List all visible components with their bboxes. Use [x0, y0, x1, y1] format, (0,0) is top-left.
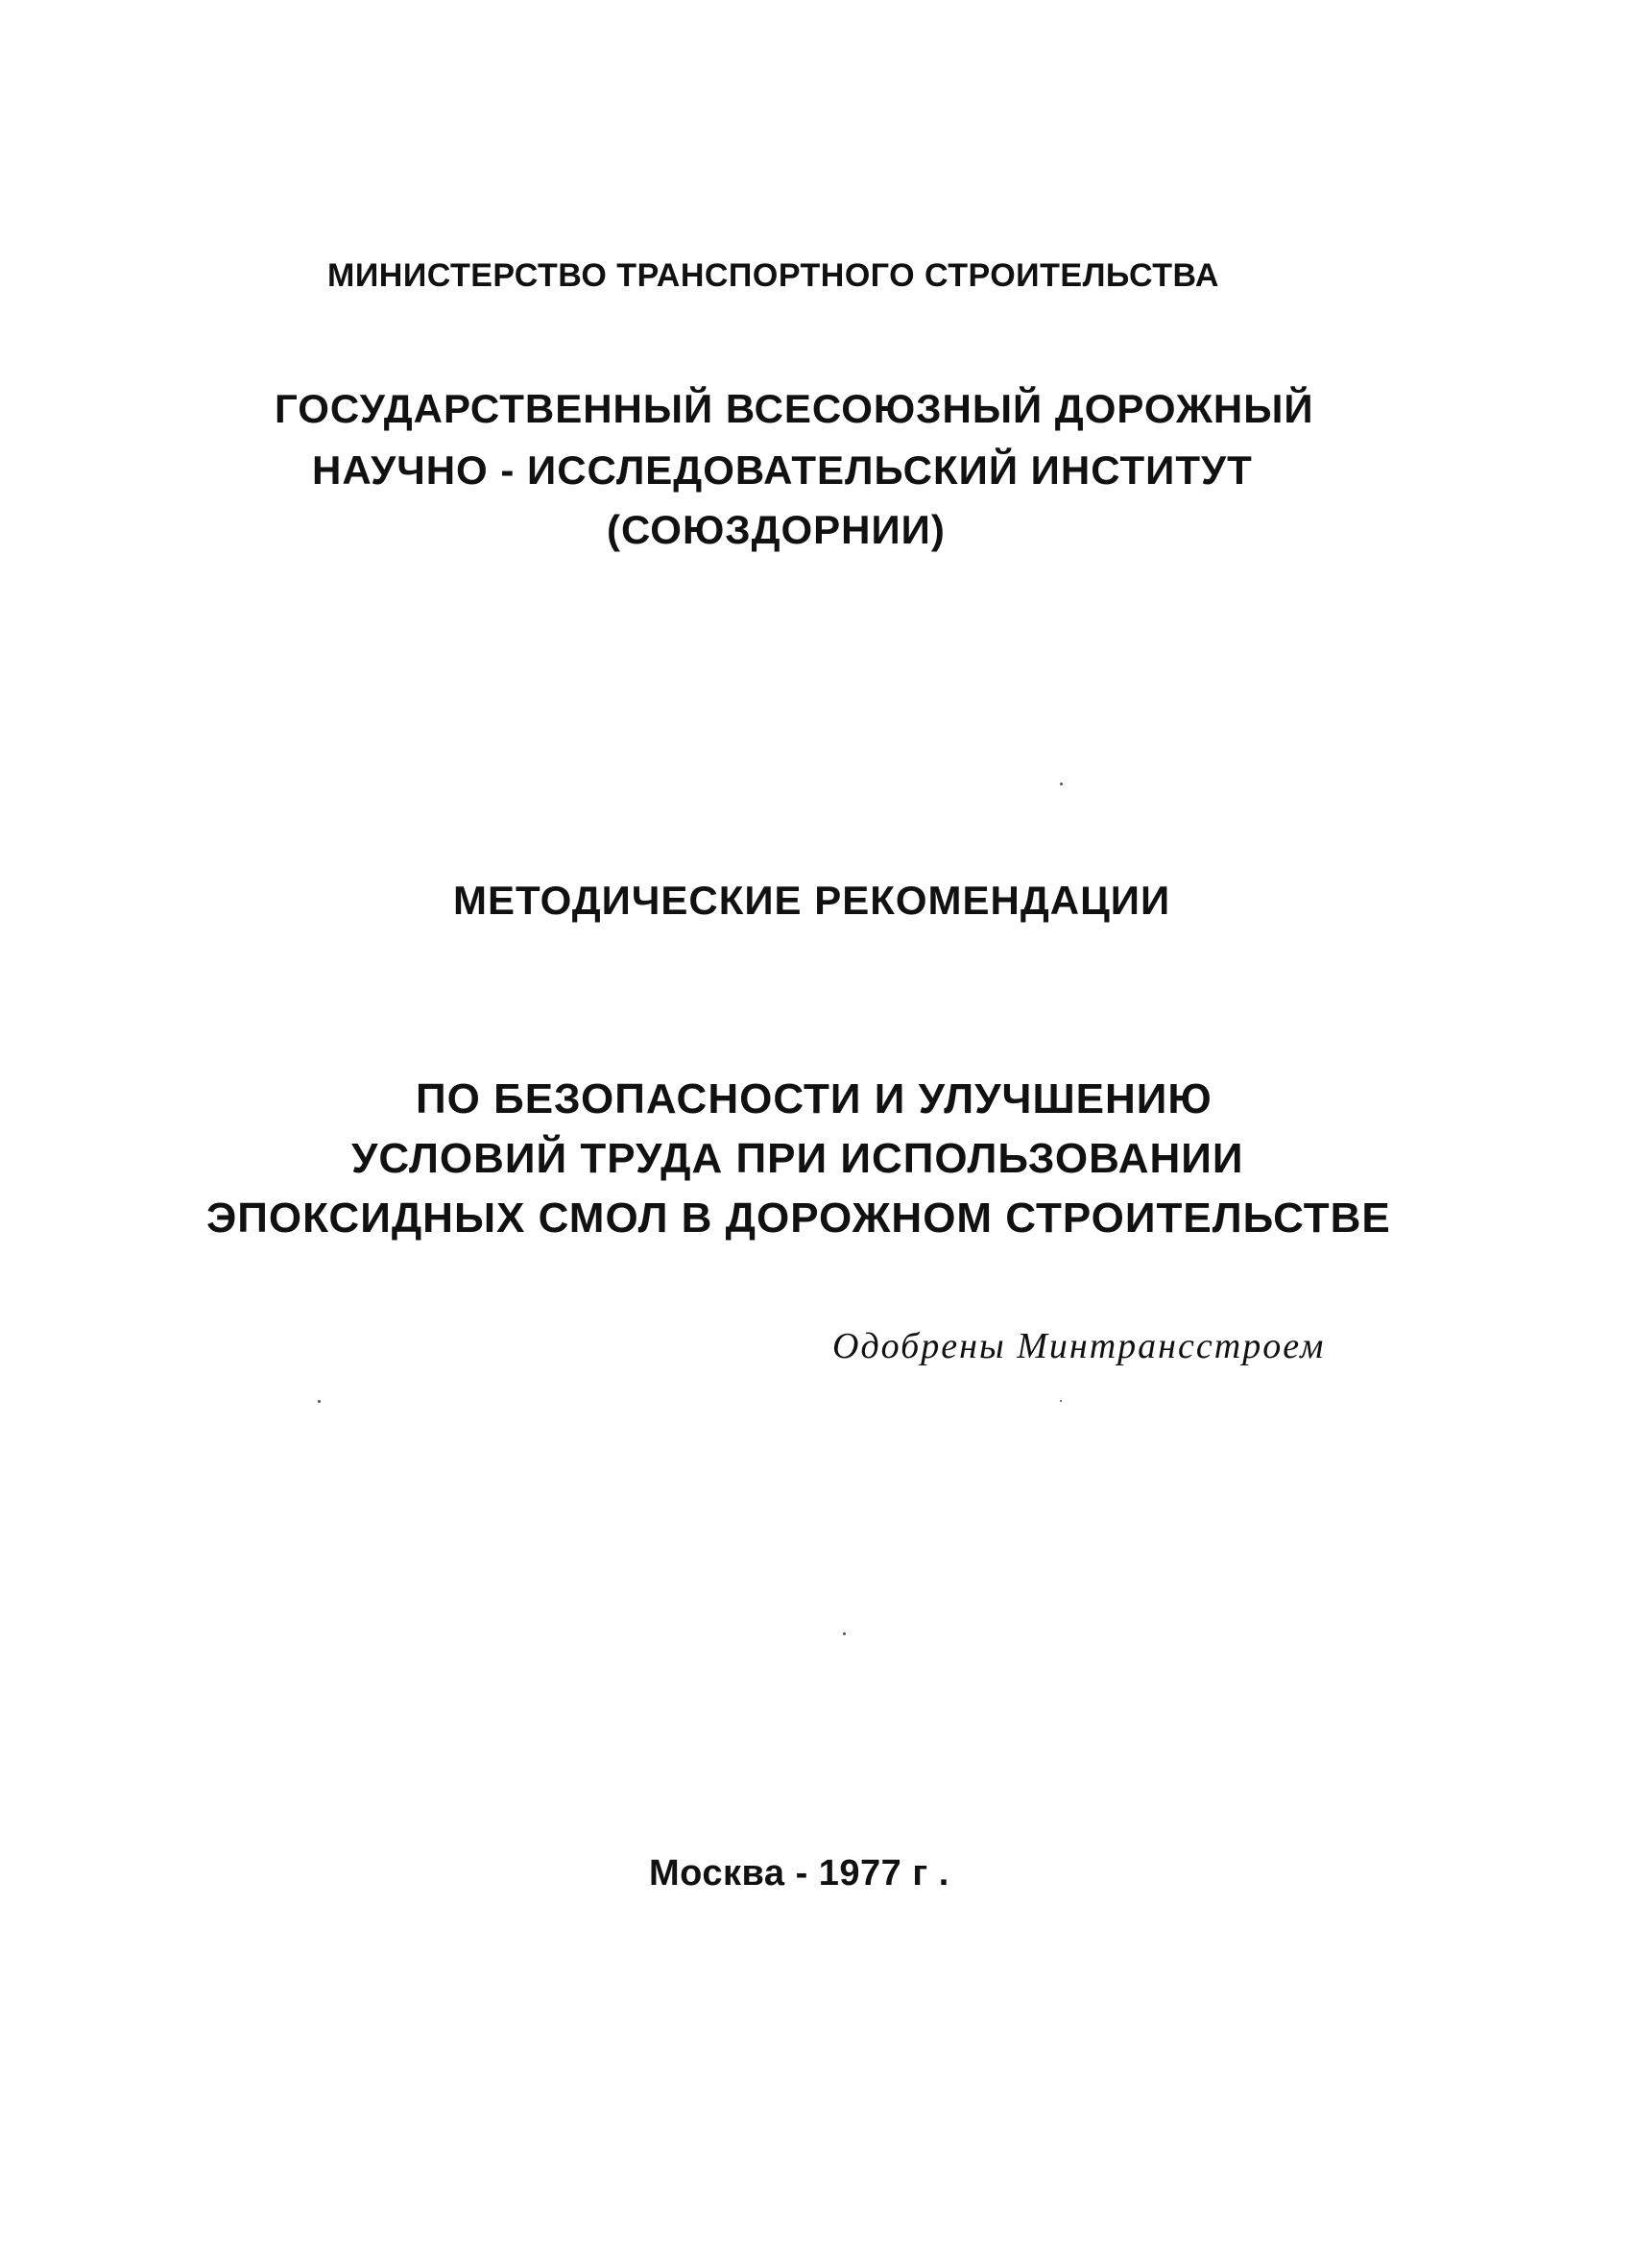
subject-line: ПО БЕЗОПАСНОСТИ И УЛУЧШЕНИЮ: [416, 1075, 1213, 1122]
institute-abbreviation: (СОЮЗДОРНИИ): [607, 507, 946, 552]
subject-line: УСЛОВИЙ ТРУДА ПРИ ИСПОЛЬЗОВАНИИ: [351, 1135, 1244, 1182]
ministry-name: МИНИСТЕРСТВО ТРАНСПОРТНОГО СТРОИТЕЛЬСТВА: [327, 257, 1219, 294]
scan-speck: [318, 1400, 321, 1403]
institute-line: НАУЧНО - ИССЛЕДОВАТЕЛЬСКИЙ ИНСТИТУТ: [312, 447, 1253, 493]
scan-speck: [1060, 783, 1063, 785]
imprint-place-year: Москва - 1977 г .: [649, 1853, 949, 1894]
scan-speck: [843, 1632, 846, 1635]
approval-note: Одобрены Минтрансстроем: [832, 1326, 1326, 1366]
scan-speck: [1060, 1400, 1062, 1402]
institute-line: ГОСУДАРСТВЕННЫЙ ВСЕСОЮЗНЫЙ ДОРОЖНЫЙ: [275, 386, 1314, 431]
subject-line: ЭПОКСИДНЫХ СМОЛ В ДОРОЖНОМ СТРОИТЕЛЬСТВЕ: [206, 1194, 1391, 1242]
document-type: МЕТОДИЧЕСКИЕ РЕКОМЕНДАЦИИ: [453, 878, 1171, 923]
